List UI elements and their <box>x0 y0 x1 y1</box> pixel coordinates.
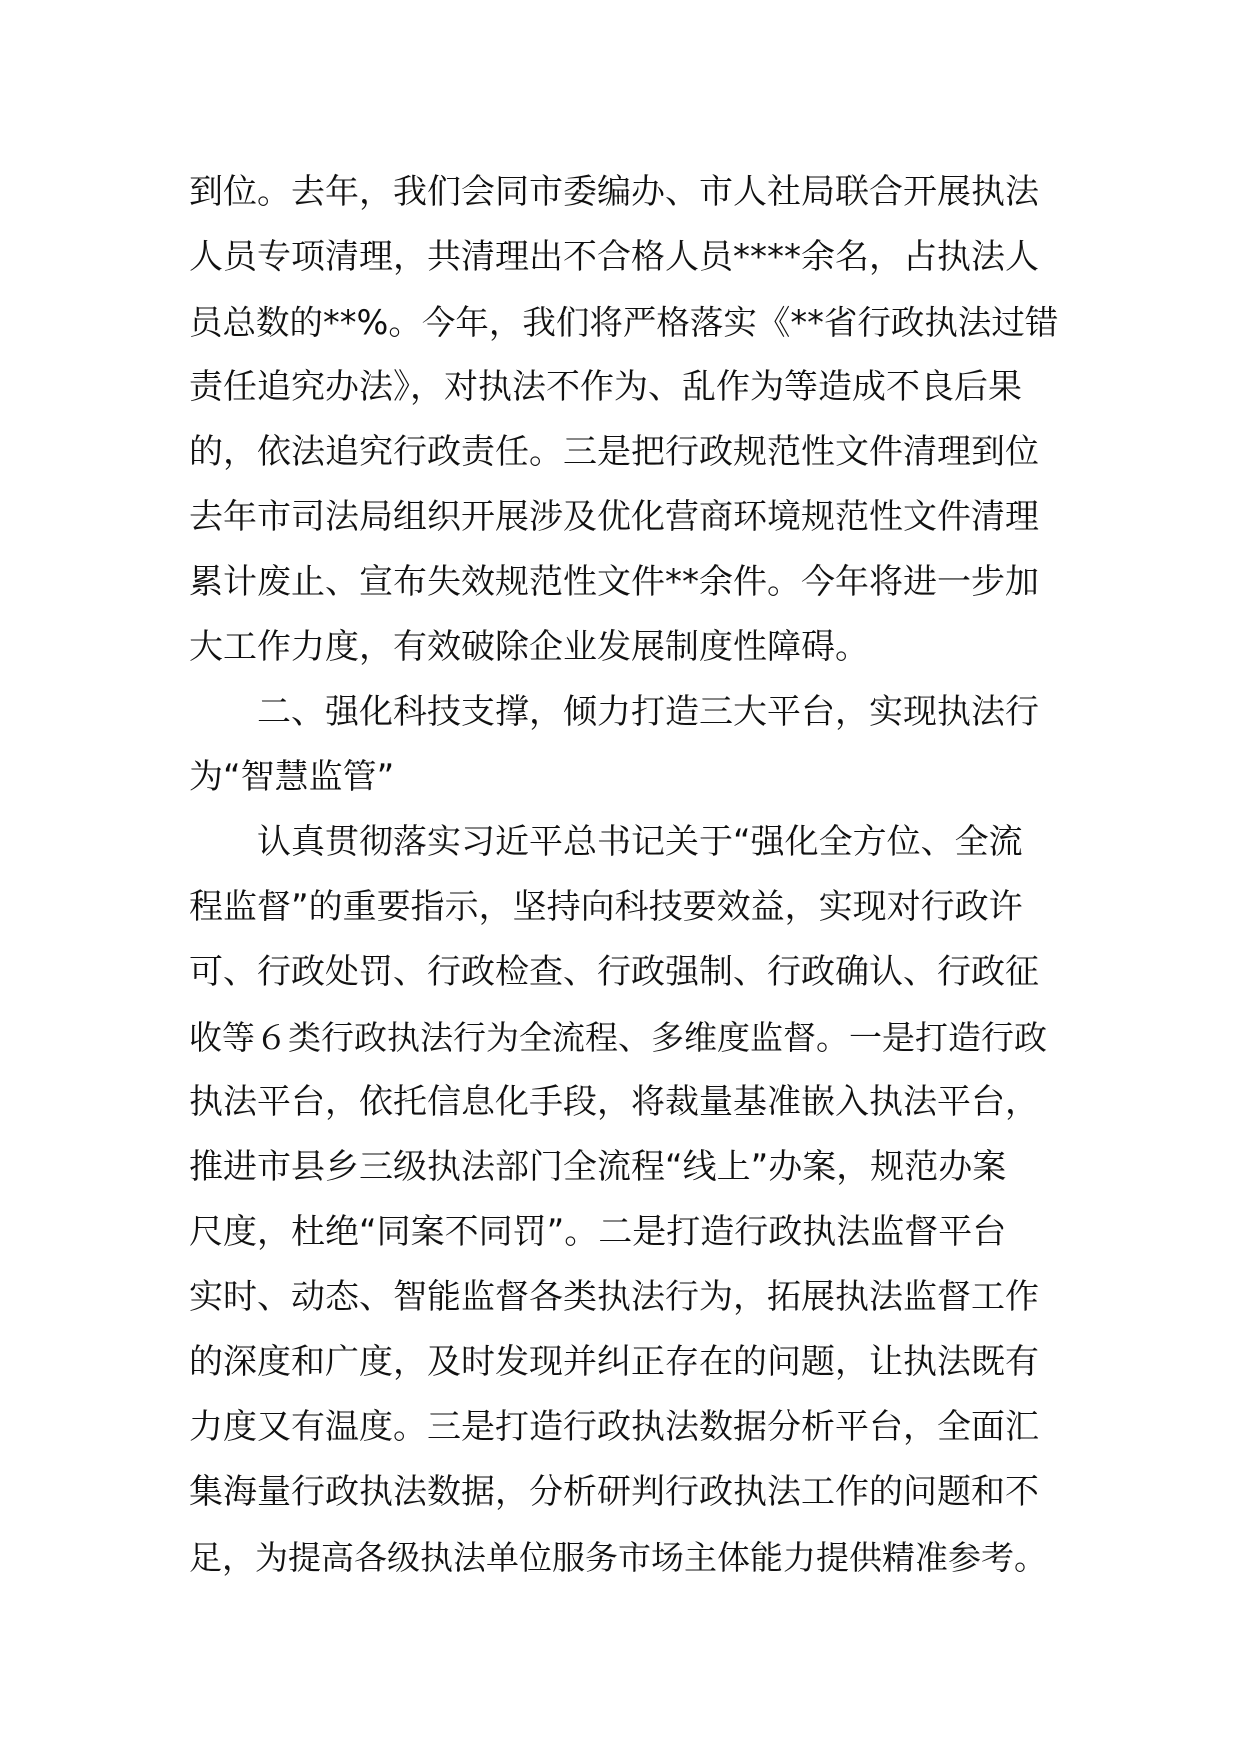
text-line: 去年市司法局组织开展涉及优化营商环境规范性文件清理 <box>189 497 1039 537</box>
text-line: 的深度和广度，及时发现并纠正存在的问题，让执法既有 <box>189 1342 1039 1382</box>
text-line: 实时、动态、智能监督各类执法行为，拓展执法监督工作 <box>189 1277 1039 1317</box>
text-line: 员总数的**%。今年，我们将严格落实《**省行政执法过错 <box>189 303 1059 342</box>
text-line: 程监督”的重要指示，坚持向科技要效益，实现对行政许 <box>189 887 1023 927</box>
text-line: 尺度，杜绝“同案不同罚”。二是打造行政执法监督平台 <box>189 1212 1007 1252</box>
text-line: 二、强化科技支撑，倾力打造三大平台，实现执法行 <box>189 692 1039 732</box>
text-line: 足，为提高各级执法单位服务市场主体能力提供精准参考。 <box>189 1538 1047 1577</box>
text-line: 到位。去年，我们会同市委编办、市人社局联合开展执法 <box>189 172 1039 212</box>
text-line: 可、行政处罚、行政检查、行政强制、行政确认、行政征 <box>189 952 1039 992</box>
body-text <box>189 160 1059 1590</box>
text-line: 的，依法追究行政责任。三是把行政规范性文件清理到位 <box>189 432 1039 472</box>
text-line: 累计废止、宣布失效规范性文件**余件。今年将进一步加 <box>189 562 1039 602</box>
text-line: 大工作力度，有效破除企业发展制度性障碍。 <box>189 627 869 667</box>
text-line: 收等６类行政执法行为全流程、多维度监督。一是打造行政 <box>189 1018 1047 1057</box>
text-line: 力度又有温度。三是打造行政执法数据分析平台，全面汇 <box>189 1407 1039 1447</box>
text-line: 集海量行政执法数据，分析研判行政执法工作的问题和不 <box>189 1472 1039 1512</box>
text-line: 执法平台，依托信息化手段，将裁量基准嵌入执法平台， <box>189 1082 1039 1122</box>
text-line: 人员专项清理，共清理出不合格人员****余名，占执法人 <box>189 237 1039 277</box>
text-line: 推进市县乡三级执法部门全流程“线上”办案，规范办案 <box>189 1147 1007 1187</box>
text-line: 责任追究办法》，对执法不作为、乱作为等造成不良后果 <box>189 367 1022 407</box>
text-line: 认真贯彻落实习近平总书记关于“强化全方位、全流 <box>189 822 1023 862</box>
text-line: 为“智慧监管” <box>189 757 395 797</box>
